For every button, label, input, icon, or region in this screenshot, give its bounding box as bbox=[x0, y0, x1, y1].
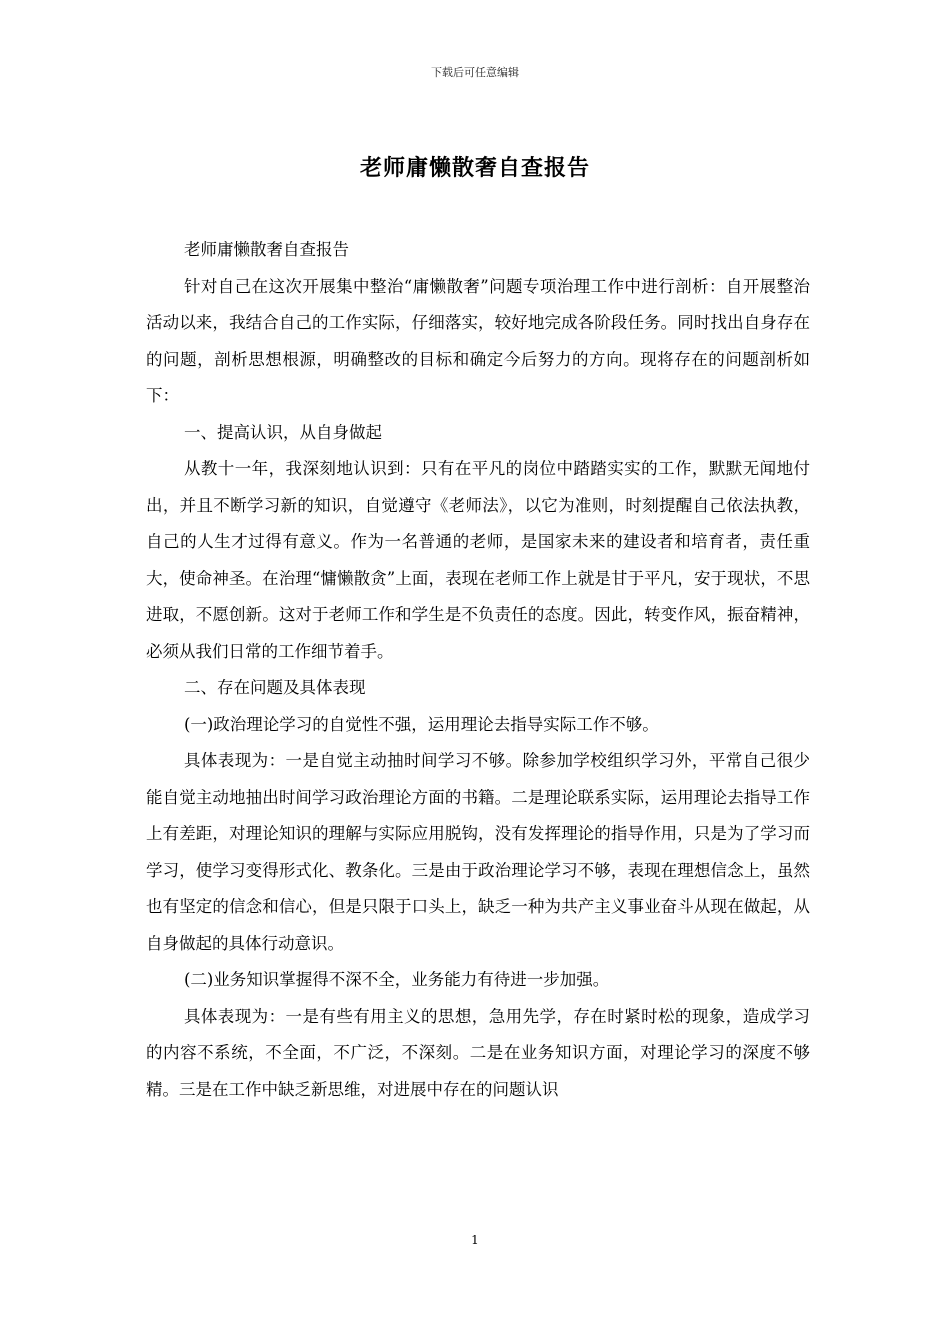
section-heading-1: 一、提高认识，从自身做起 bbox=[183, 422, 382, 442]
subsection-heading-2: (二)业务知识掌握得不深不全，业务能力有待进一步加强。 bbox=[183, 970, 610, 989]
paragraph-intro: 针对自己在这次开展集中整治“庸懒散奢”问题专项治理工作中进行剖析：自开展整治活动以来，我结合自己的工作实际，仔细落实，较好地完成各阶段任务。同时找出自身存在的问题，剖析思想根源，明确整改的目标和确定今后努力的方向。现将存在的问题剖析如下： bbox=[146, 276, 810, 405]
page-title: 老师庸懒散奢自查报告 bbox=[359, 155, 590, 181]
page-number: 1 bbox=[471, 1233, 479, 1247]
subsection-heading-1: (一)政治理论学习的自觉性不强，运用理论去指导实际工作不够。 bbox=[183, 714, 659, 734]
paragraph-subsection-1: 具体表现为：一是自觉主动抽时间学习不够。除参加学校组织学习外，平常自己很少能自觉主动地抽出时间学习政治理论方面的书籍。二是理论联系实际，运用理论去指导工作上有差距，对理论知识的理解与实际应用脱钩，没有发挥理论的指导作用，只是为了学习而学习，使学习变得形式化、教条化。三是由于政治理论学习不够，表现在理想信念上，虽然也有坚定的信念和信心，但是只限于口头上，缺乏一种为共产主义事业奋斗从现在做起，从自身做起的具体行动意识。 bbox=[146, 751, 810, 953]
section-heading-2: 二、存在问题及具体表现 bbox=[183, 678, 366, 697]
paragraph-section-1: 从教十一年，我深刻地认识到：只有在平凡的岗位中踏踏实实的工作，默默无闻地付出，并且不断学习新的知识，自觉遵守《老师法》，以它为准则，时刻提醒自己依法执教，自己的人生才过得有意义。作为一名普通的老师，是国家未来的建设者和培育者，责任重大，使命神圣。在治理“慵懒散贪”上面，表现在老师工作上就是甘于平凡，安于现状，不思进取，不愿创新。这对于老师工作和学生是不负责任的态度。因此，转变作风，振奋精神，必须从我们日常的工作细节着手。 bbox=[146, 459, 810, 661]
document-body bbox=[146, 232, 810, 1108]
paragraph-subsection-2: 具体表现为：一是有些有用主义的思想，急用先学，存在时紧时松的现象，造成学习的内容不系统，不全面，不广泛，不深刻。二是在业务知识方面，对理论学习的深度不够精。三是在工作中缺乏新思维，对进展中存在的问题认识 bbox=[146, 1006, 810, 1099]
paragraph-subtitle: 老师庸懒散奢自查报告 bbox=[183, 240, 349, 259]
header-note: 下载后可任意编辑 bbox=[431, 66, 519, 79]
